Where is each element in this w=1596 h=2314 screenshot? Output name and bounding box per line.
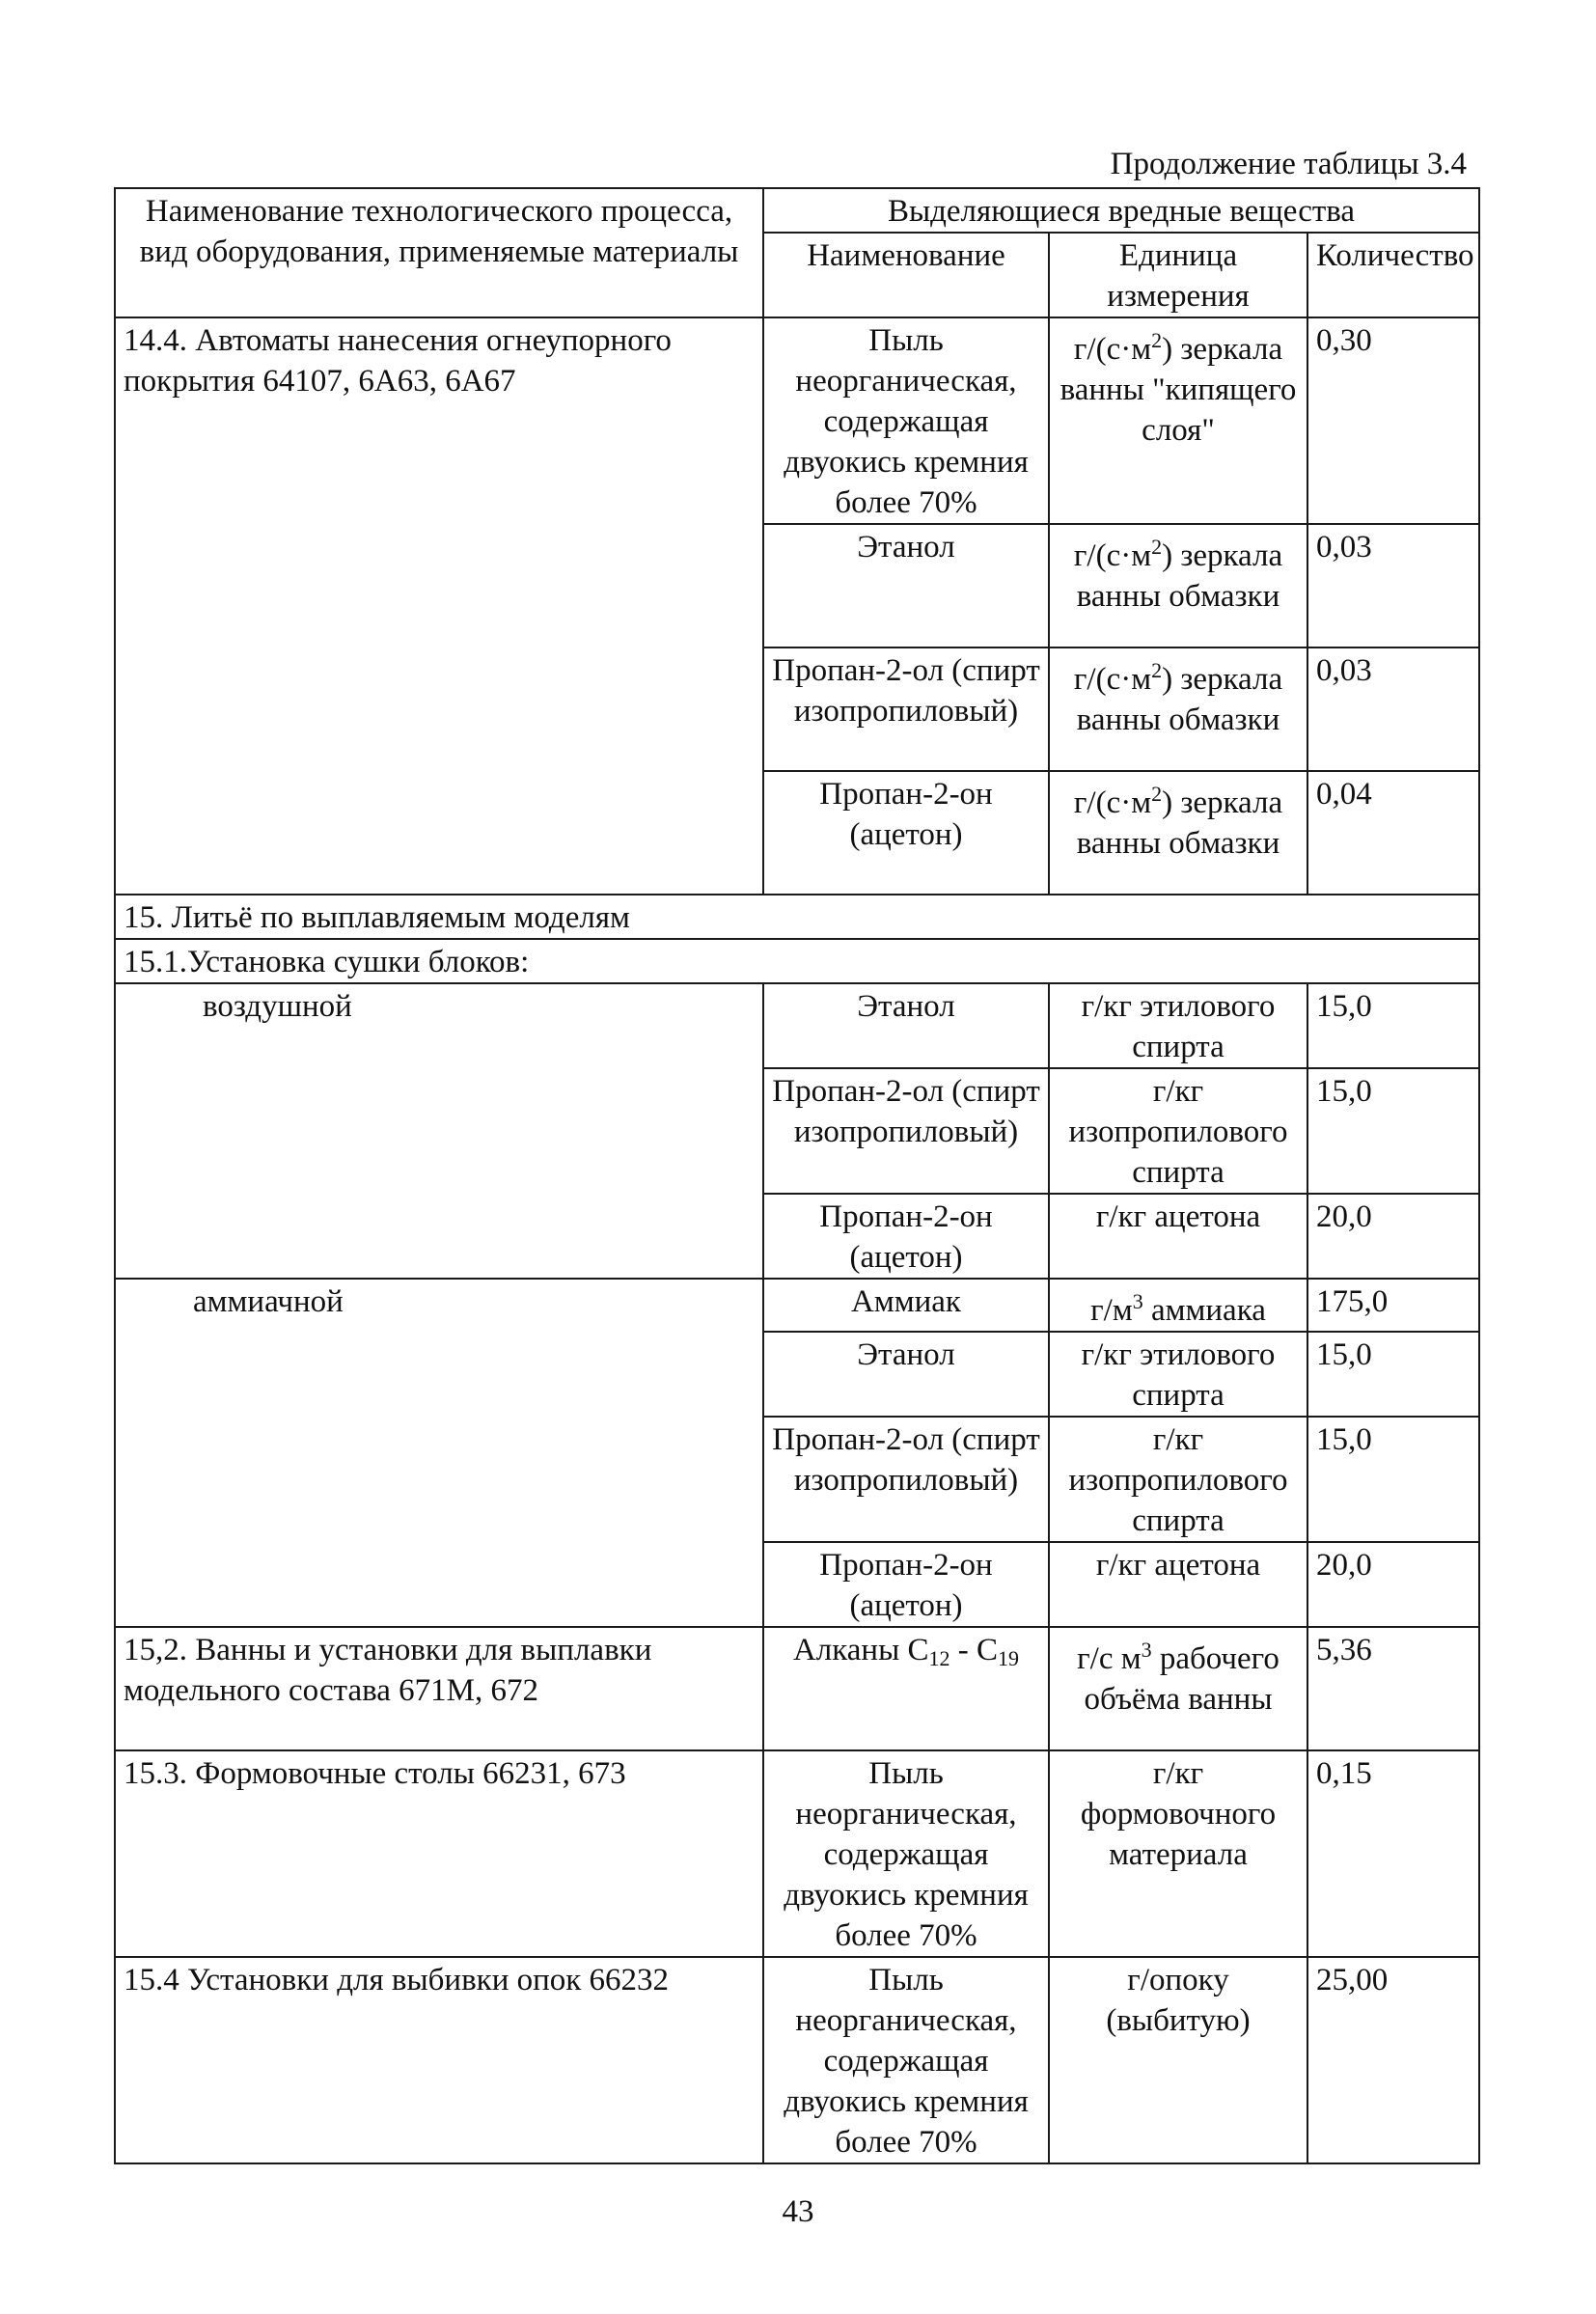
substance-name: Пыль неорганическая, содержащая двуокись кремния более 70% [763, 317, 1049, 524]
substance-unit: г/кг этилового спирта [1049, 1332, 1307, 1417]
substance-qty: 0,15 [1307, 1750, 1479, 1957]
substance-name: Пропан-2-он (ацетон) [763, 1542, 1049, 1627]
section-title: 15. Литьё по выплавляемым моделям [115, 895, 1479, 939]
substance-unit: г/кг этилового спирта [1049, 983, 1307, 1068]
process-cell: 15.3. Формовочные столы 66231, 673 [115, 1750, 763, 1957]
process-cell: 14.4. Автоматы нанесения огнеупорного покрытия 64107, 6А63, 6А67 [115, 317, 763, 895]
substance-unit: $г/(с\cdot м^2)$ зеркала ванны "кипящего слоя" [1049, 317, 1307, 524]
substance-unit: г/опоку (выбитую) [1049, 1957, 1307, 2163]
table-row [115, 1750, 1479, 1957]
substance-qty: 0,04 [1307, 771, 1479, 895]
table-row [115, 1279, 1479, 1332]
substance-name: Пыль неорганическая, содержащая двуокись кремния более 70% [763, 1750, 1049, 1957]
header-unit: Единица измерения [1049, 233, 1307, 317]
substance-qty: 15,0 [1307, 1417, 1479, 1542]
section-row [115, 895, 1479, 939]
substance-unit: г/кг ацетона [1049, 1542, 1307, 1627]
table-row [115, 317, 1479, 524]
substance-name: Пропан-2-ол (спирт изопропиловый) [763, 1068, 1049, 1194]
substance-qty: 5,36 [1307, 1627, 1479, 1750]
table-row [115, 1957, 1479, 2163]
substance-name: Этанол [763, 983, 1049, 1068]
substance-unit: г/кг формовочного материала [1049, 1750, 1307, 1957]
substance-qty: 0,03 [1307, 524, 1479, 647]
substance-name: Этанол [763, 1332, 1049, 1417]
substance-unit: г/с $м^3$ рабочего объёма ванны [1049, 1627, 1307, 1750]
substance-name: Пропан-2-ол (спирт изопропиловый) [763, 647, 1049, 771]
substance-name: Пропан-2-ол (спирт изопропиловый) [763, 1417, 1049, 1542]
header-name: Наименование [763, 233, 1049, 317]
substance-qty: 20,0 [1307, 1542, 1479, 1627]
substance-qty: 175,0 [1307, 1279, 1479, 1332]
substance-qty: 15,0 [1307, 1332, 1479, 1417]
substance-qty: 0,30 [1307, 317, 1479, 524]
substance-unit: $г/(с\cdot м^2)$ зеркала ванны обмазки [1049, 524, 1307, 647]
substance-unit: г/кг ацетона [1049, 1194, 1307, 1279]
substance-qty: 15,0 [1307, 1068, 1479, 1194]
substance-name: Аммиак [763, 1279, 1049, 1332]
header-qty: Количество [1307, 233, 1479, 317]
header-substances: Выделяющиеся вредные вещества [763, 188, 1479, 233]
substance-qty: 25,00 [1307, 1957, 1479, 2163]
subsection-title: 15.1.Установка сушки блоков: [115, 939, 1479, 983]
substance-name: Этанол [763, 524, 1049, 647]
substance-unit: $г/м^3$ аммиака [1049, 1279, 1307, 1332]
substance-unit: $г/(с\cdot м^2)$ зеркала ванны обмазки [1049, 647, 1307, 771]
process-cell: 15.4 Установки для выбивки опок 66232 [115, 1957, 763, 2163]
substance-unit: г/кг изопропилового спирта [1049, 1417, 1307, 1542]
substance-qty: 0,03 [1307, 647, 1479, 771]
emissions-table [114, 187, 1480, 2164]
substance-unit: $г/(с\cdot м^2)$ зеркала ванны обмазки [1049, 771, 1307, 895]
section-row [115, 939, 1479, 983]
substance-unit: г/кг изопропилового спирта [1049, 1068, 1307, 1194]
substance-name: Пропан-2-он (ацетон) [763, 771, 1049, 895]
table-row [115, 1627, 1479, 1750]
table-row [115, 983, 1479, 1068]
process-subtype: аммиачной [115, 1279, 763, 1627]
process-cell: 15,2. Ванны и установки для выплавки модельного состава 671М, 672 [115, 1627, 763, 1750]
process-subtype: воздушной [115, 983, 763, 1279]
page-number: 43 [782, 2194, 814, 2229]
substance-name: Пропан-2-он (ацетон) [763, 1194, 1049, 1279]
substance-name: Алканы $С_{12} - С_{19}$ [763, 1627, 1049, 1750]
header-process: Наименование технологического процесса, вид оборудования, применяемые материалы [115, 188, 763, 317]
table-caption: Продолжение таблицы 3.4 [1110, 147, 1467, 181]
substance-qty: 20,0 [1307, 1194, 1479, 1279]
substance-name: Пыль неорганическая, содержащая двуокись кремния более 70% [763, 1957, 1049, 2163]
table-header-row [115, 188, 1479, 233]
substance-qty: 15,0 [1307, 983, 1479, 1068]
